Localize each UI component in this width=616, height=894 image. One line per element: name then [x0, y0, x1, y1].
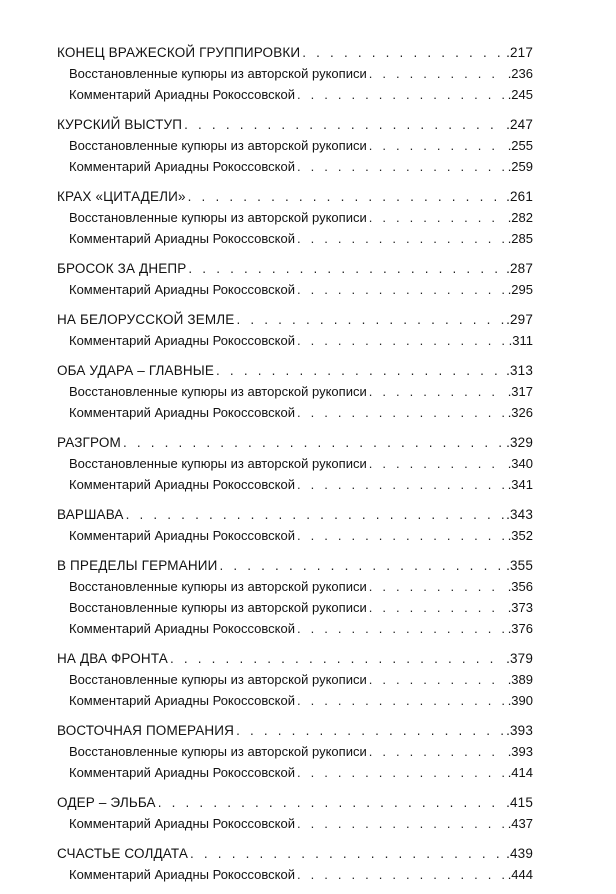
- toc-section: [57, 648, 533, 711]
- chapter-entry-title: НА БЕЛОРУССКОЙ ЗЕМЛЕ: [57, 312, 235, 327]
- sub-entry-title: Восстановленные купюры из авторской рукописи: [69, 672, 367, 687]
- sub-entry: [57, 525, 533, 546]
- chapter-entry: [57, 504, 533, 525]
- sub-entry: [57, 381, 533, 402]
- dot-leader: [297, 762, 506, 783]
- sub-entry-title: Восстановленные купюры из авторской рукописи: [69, 66, 367, 81]
- toc-section: [57, 843, 533, 885]
- toc-section: [57, 42, 533, 105]
- sub-entry-title: Восстановленные купюры из авторской рукописи: [69, 210, 367, 225]
- table-of-contents: [57, 42, 533, 894]
- sub-entry: [57, 864, 533, 885]
- sub-entry: [57, 63, 533, 84]
- chapter-entry-title: ВОСТОЧНАЯ ПОМЕРАНИЯ: [57, 723, 235, 738]
- dot-leader: [369, 669, 506, 690]
- sub-entry: [57, 84, 533, 105]
- sub-entry: [57, 135, 533, 156]
- sub-entry-title: Комментарий Ариадны Рокоссовской: [69, 528, 295, 543]
- chapter-entry-title: КУРСКИЙ ВЫСТУП: [57, 117, 183, 132]
- dot-leader: [369, 741, 506, 762]
- dot-leader: [170, 648, 504, 669]
- dot-leader: [369, 453, 506, 474]
- dot-leader: [126, 504, 505, 525]
- sub-entry-title: Комментарий Ариадны Рокоссовской: [69, 87, 295, 102]
- sub-entry: [57, 741, 533, 762]
- dot-leader: [369, 381, 506, 402]
- sub-entry: [57, 156, 533, 177]
- page-number: .311: [508, 333, 533, 348]
- chapter-entry-title: ОДЕР – ЭЛЬБА: [57, 795, 156, 810]
- chapter-entry-title: ОБА УДАРА – ГЛАВНЫЕ: [57, 363, 215, 378]
- sub-entry: [57, 690, 533, 711]
- page-number: .236: [507, 66, 533, 81]
- dot-leader: [369, 207, 506, 228]
- dot-leader: [297, 525, 506, 546]
- dot-leader: [297, 330, 507, 351]
- chapter-entry-title: СЧАСТЬЕ СОЛДАТА: [57, 846, 188, 861]
- page-number: .295: [507, 282, 533, 297]
- page-number: .297: [506, 312, 533, 327]
- sub-entry: [57, 762, 533, 783]
- page-number: .389: [507, 672, 533, 687]
- page-number: .352: [507, 528, 533, 543]
- dot-leader: [297, 84, 506, 105]
- sub-entry-title: Комментарий Ариадны Рокоссовской: [69, 816, 295, 831]
- page-number: .393: [506, 723, 533, 738]
- dot-leader: [188, 186, 504, 207]
- sub-entry-title: Восстановленные купюры из авторской рукописи: [69, 384, 367, 399]
- dot-leader: [297, 402, 506, 423]
- toc-section: [57, 792, 533, 834]
- page-number: .287: [506, 261, 533, 276]
- chapter-entry-title: В ПРЕДЕЛЫ ГЕРМАНИИ: [57, 558, 218, 573]
- chapter-entry: [57, 114, 533, 135]
- dot-leader: [123, 432, 504, 453]
- chapter-entry: [57, 309, 533, 330]
- toc-section: [57, 186, 533, 249]
- page-number: .437: [507, 816, 533, 831]
- sub-entry-title: Восстановленные купюры из авторской рукописи: [69, 138, 367, 153]
- toc-section: [57, 720, 533, 783]
- sub-entry: [57, 402, 533, 423]
- page-number: .373: [507, 600, 533, 615]
- sub-entry-title: Комментарий Ариадны Рокоссовской: [69, 231, 295, 246]
- chapter-entry: [57, 42, 533, 63]
- page-number: .379: [506, 651, 533, 666]
- chapter-entry: [57, 648, 533, 669]
- toc-section: [57, 309, 533, 351]
- sub-entry-title: Комментарий Ариадны Рокоссовской: [69, 477, 295, 492]
- dot-leader: [297, 813, 506, 834]
- dot-leader: [297, 618, 506, 639]
- page-number: .355: [506, 558, 533, 573]
- dot-leader: [297, 690, 506, 711]
- sub-entry-title: Комментарий Ариадны Рокоссовской: [69, 765, 295, 780]
- dot-leader: [369, 597, 506, 618]
- dot-leader: [297, 279, 506, 300]
- chapter-entry: [57, 360, 533, 381]
- sub-entry: [57, 576, 533, 597]
- page-number: .390: [507, 693, 533, 708]
- chapter-entry: [57, 843, 533, 864]
- sub-entry-title: Комментарий Ариадны Рокоссовской: [69, 333, 295, 348]
- sub-entry-title: Комментарий Ариадны Рокоссовской: [69, 621, 295, 636]
- sub-entry: [57, 207, 533, 228]
- page-number: .341: [507, 477, 533, 492]
- chapter-entry-title: ВАРШАВА: [57, 507, 124, 522]
- chapter-entry: [57, 186, 533, 207]
- page-number: .329: [506, 435, 533, 450]
- sub-entry: [57, 330, 533, 351]
- sub-entry-title: Восстановленные купюры из авторской рукописи: [69, 456, 367, 471]
- page-number: .247: [506, 117, 533, 132]
- sub-entry: [57, 669, 533, 690]
- dot-leader: [369, 63, 506, 84]
- dot-leader: [369, 576, 506, 597]
- chapter-entry-title: КОНЕЦ ВРАЖЕСКОЙ ГРУППИРОВКИ: [57, 45, 301, 60]
- sub-entry: [57, 474, 533, 495]
- page-number: .282: [507, 210, 533, 225]
- sub-entry: [57, 279, 533, 300]
- page-number: .439: [506, 846, 533, 861]
- page-number: .317: [507, 384, 533, 399]
- dot-leader: [188, 258, 504, 279]
- chapter-entry-title: РАЗГРОМ: [57, 435, 121, 450]
- page-number: .393: [507, 744, 533, 759]
- page-number: .414: [507, 765, 533, 780]
- chapter-entry: [57, 792, 533, 813]
- toc-section: [57, 360, 533, 423]
- dot-leader: [369, 135, 506, 156]
- dot-leader: [216, 360, 504, 381]
- sub-entry-title: Комментарий Ариадны Рокоссовской: [69, 282, 295, 297]
- dot-leader: [297, 228, 506, 249]
- toc-section: [57, 114, 533, 177]
- dot-leader: [236, 309, 504, 330]
- sub-entry-title: Восстановленные купюры из авторской рукописи: [69, 744, 367, 759]
- dot-leader: [297, 474, 506, 495]
- chapter-entry-title: БРОСОК ЗА ДНЕПР: [57, 261, 187, 276]
- dot-leader: [297, 156, 506, 177]
- sub-entry-title: Восстановленные купюры из авторской рукописи: [69, 579, 367, 594]
- page-number: .343: [506, 507, 533, 522]
- sub-entry-title: Комментарий Ариадны Рокоссовской: [69, 159, 295, 174]
- sub-entry: [57, 228, 533, 249]
- dot-leader: [297, 864, 506, 885]
- page-number: .313: [506, 363, 533, 378]
- page-number: .245: [507, 87, 533, 102]
- page-number: .255: [507, 138, 533, 153]
- sub-entry: [57, 453, 533, 474]
- toc-section: [57, 504, 533, 546]
- page-number: .285: [507, 231, 533, 246]
- sub-entry: [57, 618, 533, 639]
- page-number: .340: [507, 456, 533, 471]
- chapter-entry-title: НА ДВА ФРОНТА: [57, 651, 168, 666]
- sub-entry-title: Комментарий Ариадны Рокоссовской: [69, 405, 295, 420]
- chapter-entry: [57, 258, 533, 279]
- sub-entry: [57, 597, 533, 618]
- page-number: .261: [506, 189, 533, 204]
- chapter-entry: [57, 720, 533, 741]
- toc-section: [57, 555, 533, 639]
- page-number: .444: [507, 867, 533, 882]
- sub-entry: [57, 813, 533, 834]
- toc-section: [57, 432, 533, 495]
- dot-leader: [158, 792, 504, 813]
- sub-entry-title: Комментарий Ариадны Рокоссовской: [69, 867, 295, 882]
- chapter-entry-title: КРАХ «ЦИТАДЕЛИ»: [57, 189, 186, 204]
- chapter-entry: [57, 432, 533, 453]
- sub-entry-title: Восстановленные купюры из авторской рукописи: [69, 600, 367, 615]
- page-number: .415: [506, 795, 533, 810]
- chapter-entry: [57, 555, 533, 576]
- page-number: .376: [507, 621, 533, 636]
- dot-leader: [219, 555, 504, 576]
- toc-section: [57, 258, 533, 300]
- dot-leader: [190, 843, 504, 864]
- dot-leader: [302, 42, 504, 63]
- page-number: .356: [507, 579, 533, 594]
- page-number: .259: [507, 159, 533, 174]
- page-number: .217: [506, 45, 533, 60]
- sub-entry-title: Комментарий Ариадны Рокоссовской: [69, 693, 295, 708]
- dot-leader: [184, 114, 504, 135]
- dot-leader: [236, 720, 504, 741]
- page-number: .326: [507, 405, 533, 420]
